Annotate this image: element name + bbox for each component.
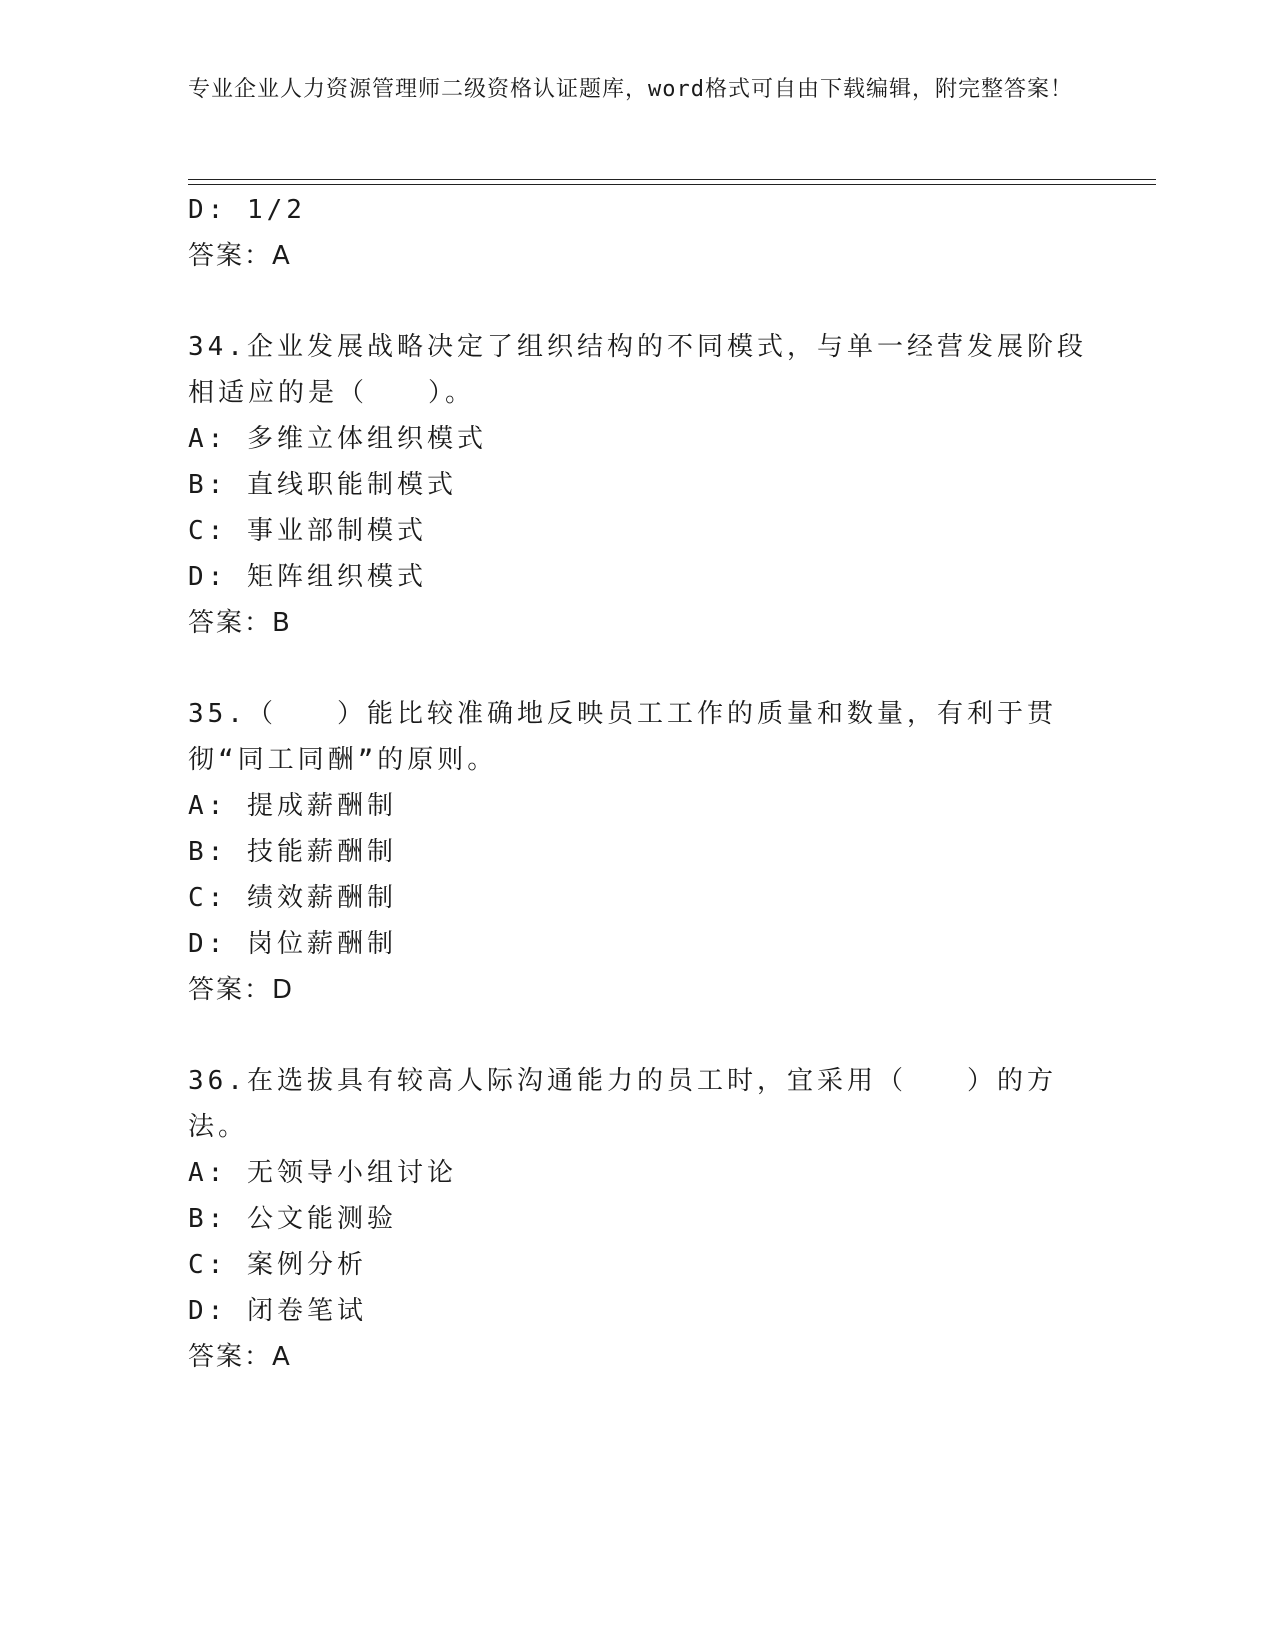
- question-stem: 34.企业发展战略决定了组织结构的不同模式，与单一经营发展阶段相适应的是（ ）。: [188, 332, 1087, 408]
- question-stem: 35.（ ）能比较准确地反映员工工作的质量和数量，有利于贯彻“同工同酬”的原则。: [188, 699, 1057, 775]
- option-c: C: 事业部制模式: [188, 516, 427, 546]
- prev-answer: 答案：A: [188, 241, 292, 271]
- option-a: A: 多维立体组织模式: [188, 424, 487, 454]
- option-b: B: 直线职能制模式: [188, 470, 457, 500]
- option-d: D: 矩阵组织模式: [188, 562, 427, 592]
- prev-option-d: D: 1/2: [188, 195, 306, 225]
- question-stem: 36.在选拔具有较高人际沟通能力的员工时，宜采用（ ）的方法。: [188, 1066, 1057, 1142]
- question-34: [188, 324, 1088, 646]
- question-35: [188, 691, 1088, 1013]
- option-c: C: 案例分析: [188, 1250, 367, 1280]
- answer-line: 答案：D: [188, 975, 295, 1005]
- page-header-text: 专业企业人力资源管理师二级资格认证题库，word格式可自由下载编辑，附完整答案！: [188, 77, 1073, 102]
- answer-line: 答案：A: [188, 1342, 292, 1372]
- answer-line: 答案：B: [188, 608, 292, 638]
- header-divider-bottom: [188, 184, 1156, 185]
- option-a: A: 无领导小组讨论: [188, 1158, 457, 1188]
- option-b: B: 技能薪酬制: [188, 837, 397, 867]
- header-divider-top: [188, 179, 1156, 180]
- question-36: [188, 1058, 1088, 1380]
- option-a: A: 提成薪酬制: [188, 791, 397, 821]
- option-b: B: 公文能测验: [188, 1204, 397, 1234]
- document-body: [188, 187, 1088, 1380]
- option-d: D: 闭卷笔试: [188, 1296, 367, 1326]
- option-d: D: 岗位薪酬制: [188, 929, 397, 959]
- option-c: C: 绩效薪酬制: [188, 883, 397, 913]
